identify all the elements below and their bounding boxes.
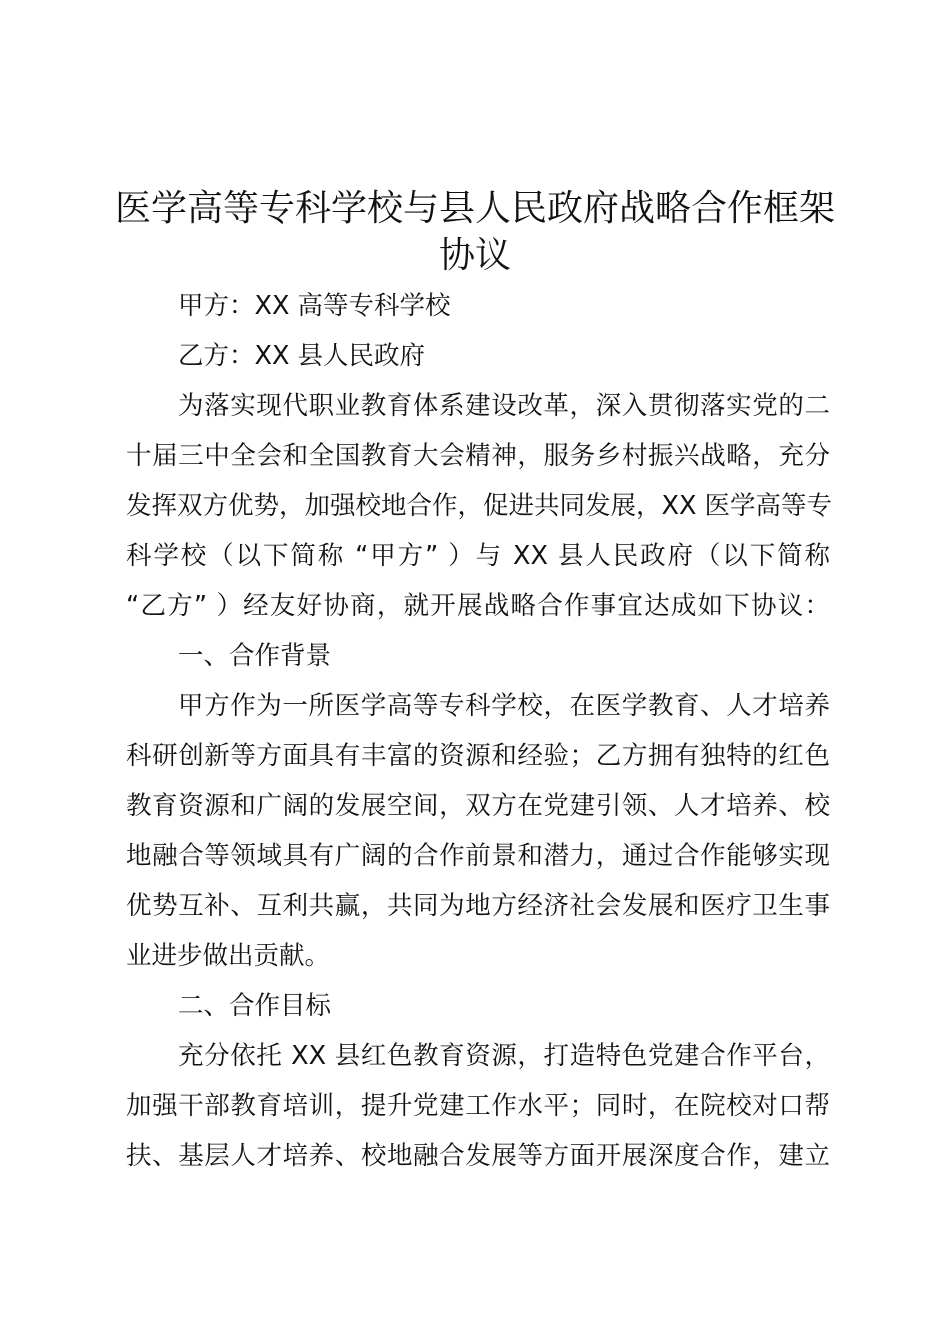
section1-line: 优势互补、互利共赢，共同为地方经济社会发展和医疗卫生事 <box>126 891 830 921</box>
section1-line: 科研创新等方面具有丰富的资源和经验；乙方拥有独特的红色 <box>126 741 830 771</box>
intro-line: 科学校（以下简称 “甲方” ）与 XX 县人民政府（以下简称 <box>126 541 830 571</box>
intro-line: “乙方” ）经友好协商，就开展战略合作事宜达成如下协议： <box>126 591 830 621</box>
intro-line: 十届三中全会和全国教育大会精神，服务乡村振兴战略，充分 <box>126 441 830 471</box>
section2-line: 充分依托 XX 县红色教育资源，打造特色党建合作平台， <box>178 1041 830 1071</box>
section-heading: 二、合作目标 <box>178 991 332 1021</box>
party-b: 乙方：XX 县人民政府 <box>178 341 426 371</box>
section1-line: 地融合等领域具有广阔的合作前景和潜力，通过合作能够实现 <box>126 841 830 871</box>
section1-line: 甲方作为一所医学高等专科学校，在医学教育、人才培养 <box>178 691 830 721</box>
intro-line: 发挥双方优势，加强校地合作，促进共同发展，XX 医学高等专 <box>126 491 833 521</box>
document-title-line-1: 医学高等专科学校与县人民政府战略合作框架 <box>114 188 835 229</box>
intro-line: 为落实现代职业教育体系建设改革，深入贯彻落实党的二 <box>178 391 830 421</box>
section2-line: 加强干部教育培训，提升党建工作水平；同时，在院校对口帮 <box>126 1091 830 1121</box>
document-title-line-2: 协议 <box>438 235 511 276</box>
section1-line: 教育资源和广阔的发展空间，双方在党建引领、人才培养、校 <box>126 791 830 821</box>
section1-line: 业进步做出贡献。 <box>126 941 331 971</box>
party-a: 甲方：XX 高等专科学校 <box>178 291 451 321</box>
section2-line: 扶、基层人才培养、校地融合发展等方面开展深度合作，建立 <box>126 1141 830 1171</box>
section-heading: 一、合作背景 <box>178 641 332 671</box>
